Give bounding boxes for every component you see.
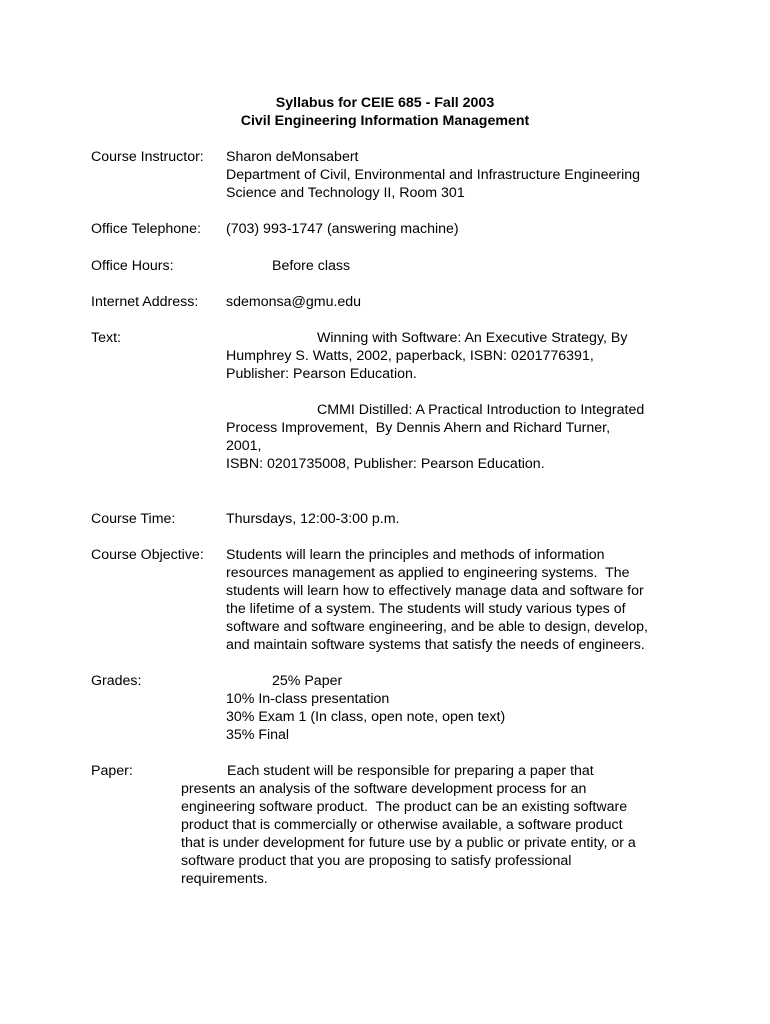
- grade-item: 30% Exam 1 (In class, open note, open text): [226, 709, 506, 725]
- textbook-2-line: 2001,: [226, 438, 262, 454]
- instructor-department: Department of Civil, Environmental and Infrastructure Engineering: [226, 167, 641, 183]
- office-hours-label: Office Hours:: [91, 258, 174, 274]
- instructor-block: [226, 148, 696, 202]
- course-time-label: Course Time:: [91, 511, 176, 527]
- paper-line: that is under development for future use by a public or private entity, or a: [181, 835, 636, 851]
- grade-item: 25% Paper: [272, 673, 343, 689]
- paper-line: requirements.: [181, 871, 268, 887]
- telephone-value: (703) 993-1747 (answering machine): [226, 221, 459, 237]
- objective-line: and maintain software systems that satisfy the needs of engineers.: [226, 637, 645, 653]
- textbook-2-line: CMMI Distilled: A Practical Introduction to Integrated: [317, 402, 645, 418]
- grades-list: [226, 672, 696, 744]
- internet-address-label: Internet Address:: [91, 294, 199, 310]
- instructor-room: Science and Technology II, Room 301: [226, 185, 465, 201]
- paper-line: engineering software product. The product can be an existing software: [181, 799, 628, 815]
- objective-line: resources management as applied to engineering systems. The: [226, 565, 630, 581]
- paper-description: [181, 762, 701, 888]
- paper-line: Each student will be responsible for preparing a paper that: [227, 763, 594, 779]
- course-time-value: Thursdays, 12:00-3:00 p.m.: [226, 511, 400, 527]
- objective-line: Students will learn the principles and methods of information: [226, 547, 605, 563]
- textbook-2: [226, 401, 696, 473]
- paper-line: presents an analysis of the software development process for an: [181, 781, 587, 797]
- paper-label: Paper:: [91, 763, 133, 779]
- grade-item: 10% In-class presentation: [226, 691, 390, 707]
- textbook-1-line: Publisher: Pearson Education.: [226, 366, 417, 382]
- course-title: Civil Engineering Information Management: [240, 113, 530, 129]
- syllabus-title: Syllabus for CEIE 685 - Fall 2003: [275, 95, 495, 111]
- office-hours-value: Before class: [272, 258, 351, 274]
- grade-item: 35% Final: [226, 727, 290, 743]
- objective-line: students will learn how to effectively manage data and software for: [226, 583, 644, 599]
- email-link[interactable]: sdemonsa@gmu.edu: [226, 294, 362, 310]
- instructor-label: Course Instructor:: [91, 149, 204, 165]
- objective-line: the lifetime of a system. The students will study various types of: [226, 601, 626, 617]
- grades-label: Grades:: [91, 673, 142, 689]
- textbook-1: [226, 329, 696, 383]
- telephone-label: Office Telephone:: [91, 221, 201, 237]
- paper-line: software product that you are proposing to satisfy professional: [181, 853, 572, 869]
- instructor-name: Sharon deMonsabert: [226, 149, 359, 165]
- textbook-1-line: Winning with Software: An Executive Strategy, By: [317, 330, 628, 346]
- course-objective-text: [226, 546, 696, 654]
- course-objective-label: Course Objective:: [91, 547, 204, 563]
- paper-line: product that is commercially or otherwise available, a software product: [181, 817, 623, 833]
- objective-line: software and software engineering, and be able to design, develop,: [226, 619, 648, 635]
- textbook-2-line: Process Improvement, By Dennis Ahern and Richard Turner,: [226, 420, 611, 436]
- textbook-2-line: ISBN: 0201735008, Publisher: Pearson Education.: [226, 456, 545, 472]
- text-label: Text:: [91, 330, 121, 346]
- textbook-1-line: Humphrey S. Watts, 2002, paperback, ISBN: 0201776391,: [226, 348, 594, 364]
